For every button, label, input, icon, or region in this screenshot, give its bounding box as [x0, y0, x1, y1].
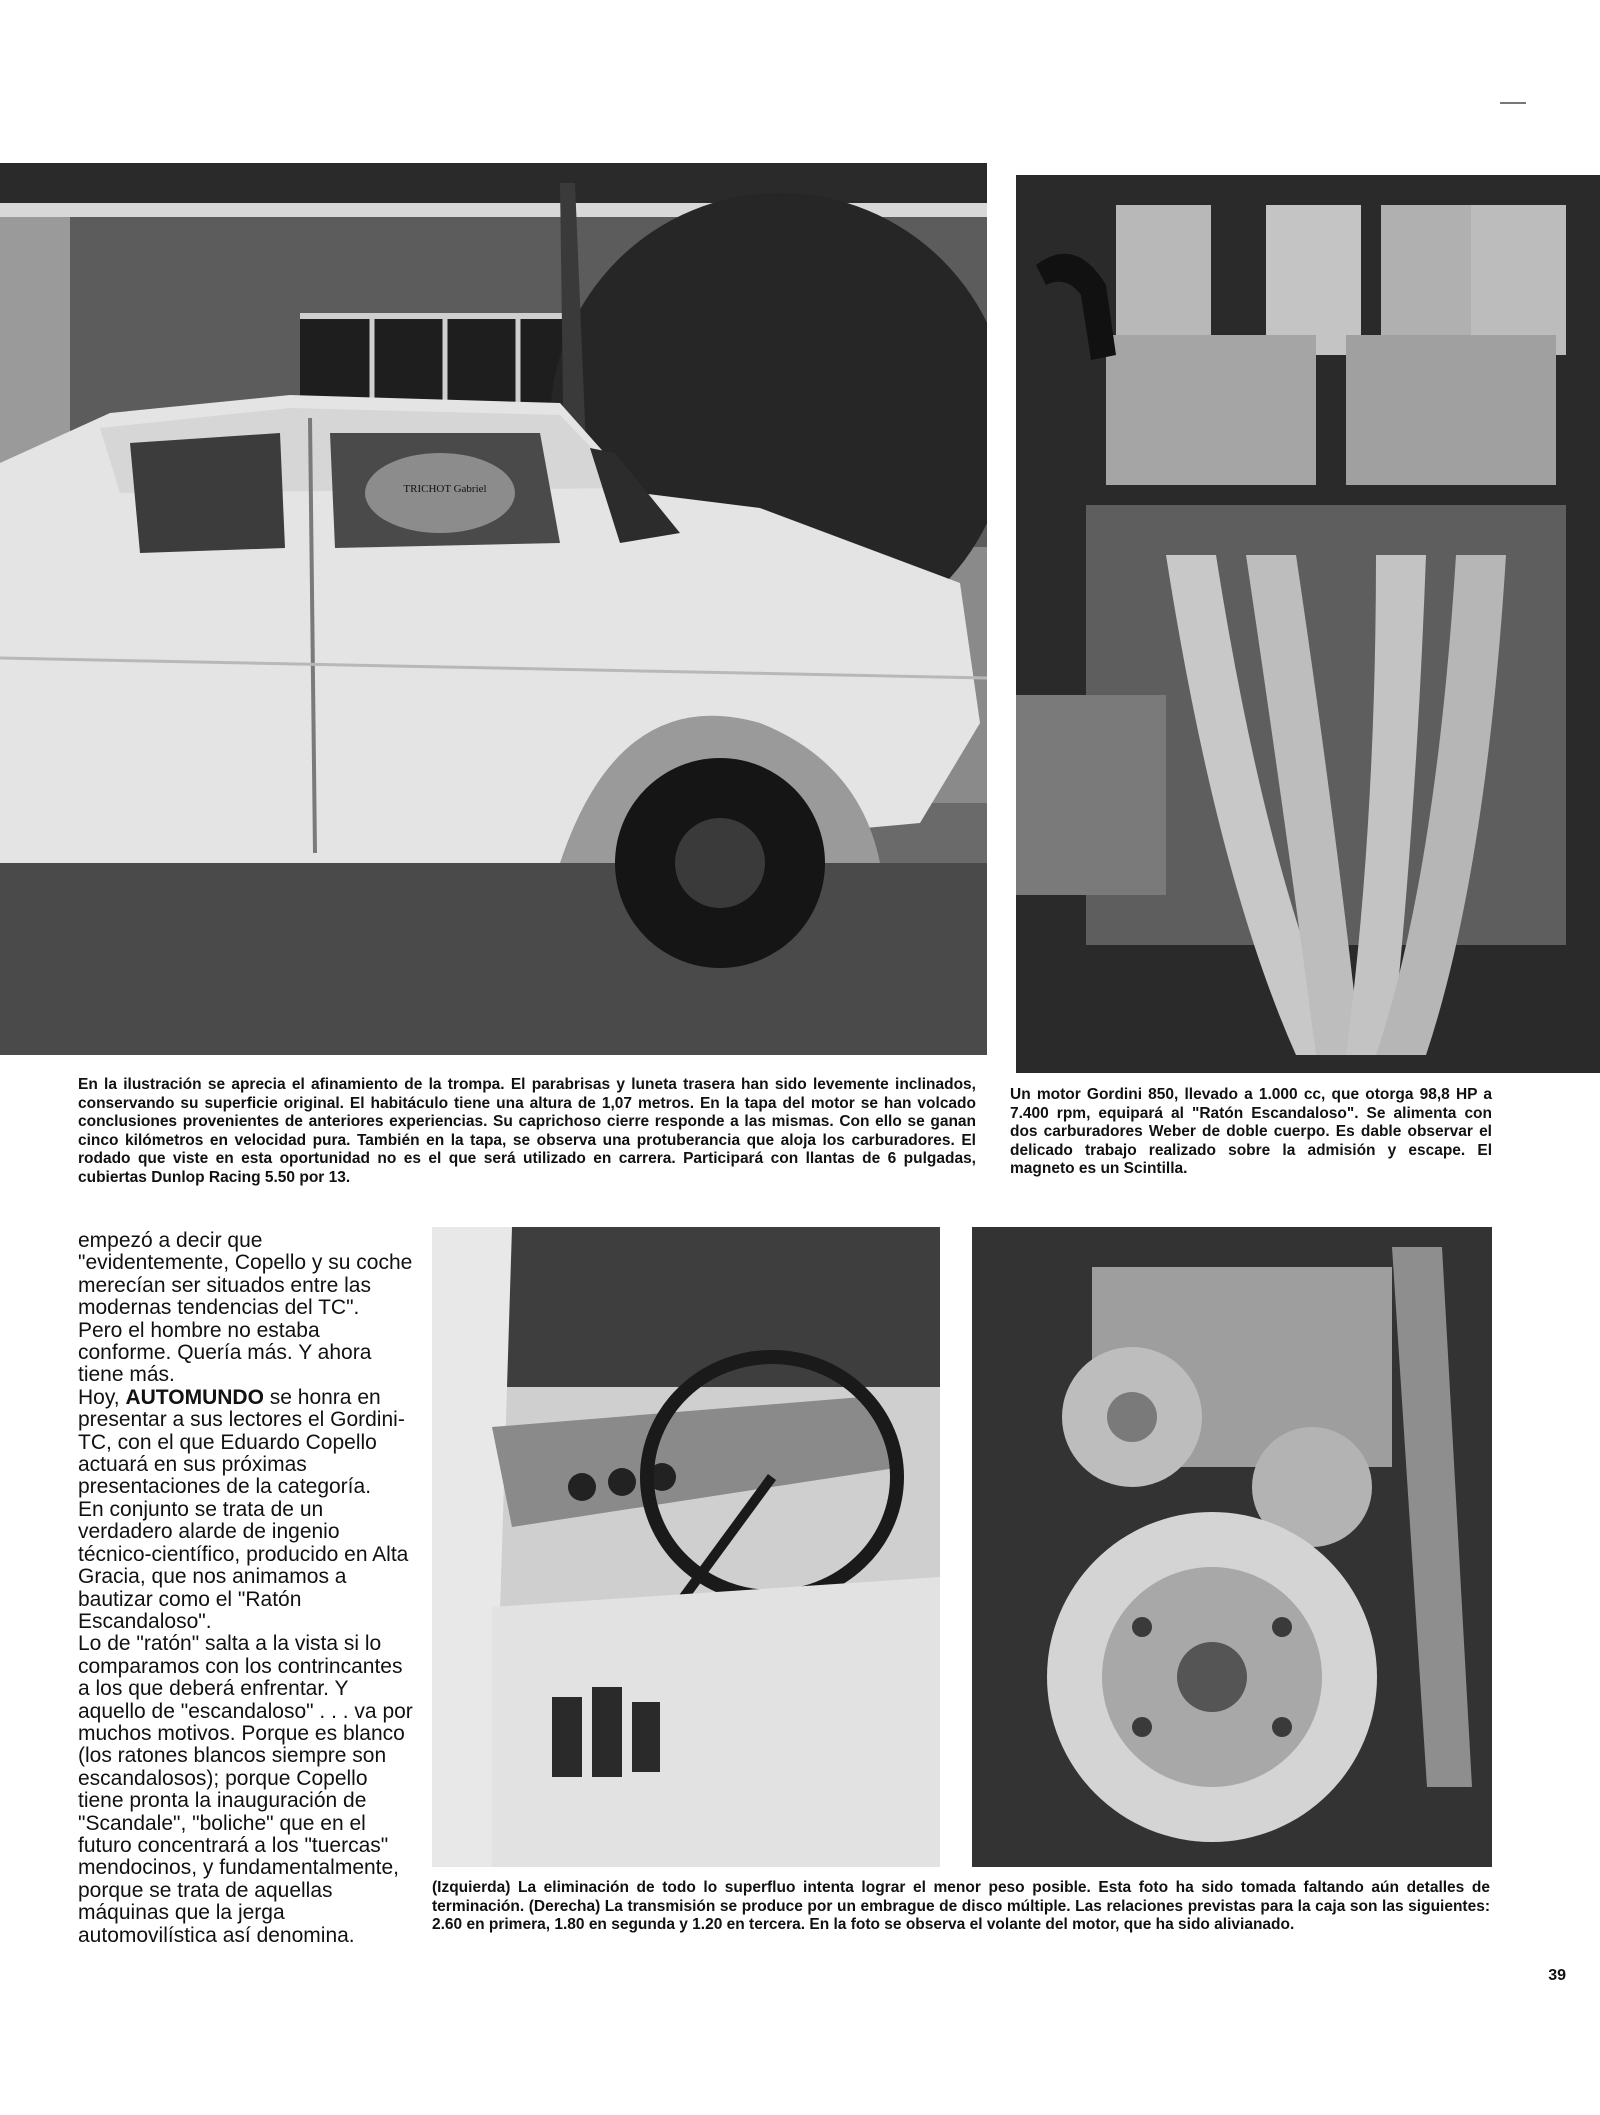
article-paragraph: En conjunto se trata de un verdadero alarde de ingenio técnico-científico, producido en Alta Gracia, que nos animamos a bautizar como el "Ratón Escandaloso".: [78, 1497, 409, 1633]
page-number: 39: [1548, 1967, 1566, 1984]
interior-photo: [432, 1227, 940, 1867]
engine-photo: [1016, 175, 1600, 1073]
article-paragraph: empezó a decir que "evidentemente, Copello y su coche merecían ser situados entre las modernas tendencias del TC".: [78, 1229, 413, 1320]
bottom-photos-caption: (Izquierda) La eliminación de todo lo superfluo intenta lograr el menor peso posible. Esta foto ha sido tomada faltando aún detalles de terminación. (Derecha) La transmisión se produce por un embrague de disco múltiple. Las relaciones previstas para la caja son las siguientes: 2.60 en primera, 1.80 en segunda y 1.20 en tercera. En la foto se observa el volante del motor, que ha sido alivianado.: [432, 1879, 1490, 1933]
article-text: se honra en presentar a sus lectores el Gordini-TC, con el que Eduardo Copello actuará en sus próximas presentaciones de la categoría.: [78, 1385, 405, 1499]
magazine-name: AUTOMUNDO: [125, 1385, 264, 1409]
article-paragraph: Lo de "ratón" salta a la vista si lo comparamos con los contrincantes a los que deberá enfrentar. Y aquello de "escandaloso" . . . va por muchos motivos. Porque es blanco (los ratones blancos siempre son escandalosos); porque Copello tiene pronta la inauguración de "Scandale", "boliche" que en el futuro concentrará a los "tuercas" mendocinos, y fundamentalmente, porque se trata de aquellas máquinas que la jerga automovilística así denomina.: [78, 1632, 413, 1947]
page-edge-mark: [1500, 102, 1526, 104]
car-photo-caption: En la ilustración se aprecia el afinamiento de la trompa. El parabrisas y luneta trasera han sido levemente inclinados, conservando su superficie original. El habitáculo tiene una altura de 1,07 metros. En la tapa del motor se han volcado conclusiones provenientes de anteriores experiencias. Su caprichoso cierre responde a las mismas. Con ello se ganan cinco kilómetros en velocidad pura. También en la tapa, se observa una protuberancia que aloja los carburadores. El rodado que viste en esta oportunidad no es el que será utilizado en carrera. Participará con llantas de 6 pulgadas, cubiertas Dunlop Racing 5.50 por 13.: [78, 1076, 976, 1186]
engine-photo-caption: Un motor Gordini 850, llevado a 1.000 cc, que otorga 98,8 HP a 7.400 rpm, equipará al "Ratón Escandaloso". Se alimenta con dos carburadores Weber de doble cuerpo. Es dable observar el delicado trabajo realizado sobre la admisión y escape. El magneto es un Scintilla.: [1010, 1086, 1492, 1177]
article-body: [78, 1230, 414, 1947]
article-paragraph: [78, 1387, 414, 1499]
article-text: Hoy,: [78, 1385, 126, 1409]
flywheel-photo: [972, 1227, 1492, 1867]
article-paragraph: Pero el hombre no estaba conforme. Quería más. Y ahora tiene más.: [78, 1318, 372, 1387]
door-sticker-lettering: TRICHOT Gabriel: [403, 483, 487, 495]
car-side-photo: [0, 163, 987, 1055]
